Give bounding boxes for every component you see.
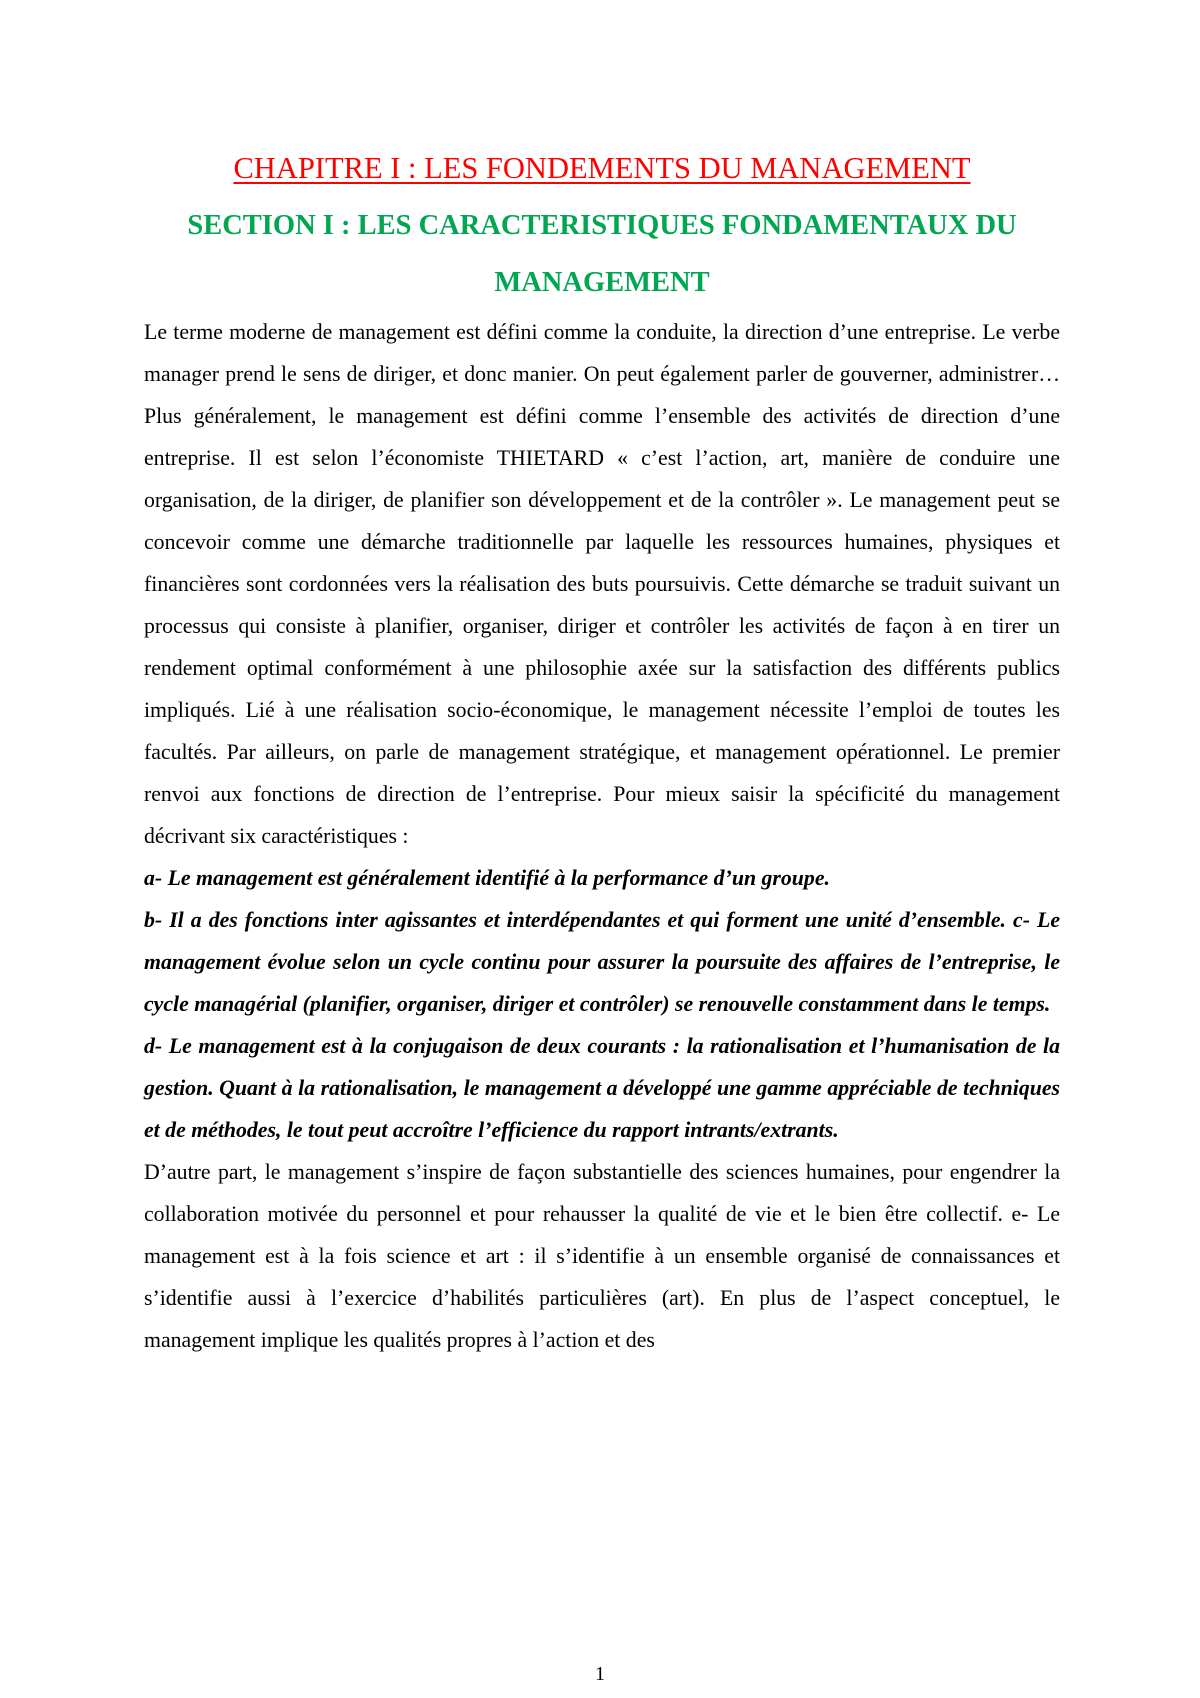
intro-paragraph: Le terme moderne de management est défini comme la conduite, la direction d’une entreprise. Le verbe manager prend le sens de diriger, et donc manier. On peut également parler de gouverner, administrer… Plus généralement, le management est défini comme l’ensemble des activités de direction d’une entreprise. Il est selon l’économiste THIETARD « c’est l’action, art, manière de conduire une organisation, de la diriger, de planifier son développement et de la contrôler ». Le management peut se concevoir comme une démarche traditionnelle par laquelle les ressources humaines, physiques et financières sont cordonnées vers la réalisation des buts poursuivis. Cette démarche se traduit suivant un processus qui consiste à planifier, organiser, diriger et contrôler les activités de façon à en tirer un rendement optimal conformément à une philosophie axée sur la satisfaction des différents publics impliqués. Lié à une réalisation socio-économique, le management nécessite l’emploi de toutes les facultés. Par ailleurs, on parle de management stratégique, et management opérationnel. Le premier renvoi aux fonctions de direction de l’entreprise. Pour mieux saisir la spécificité du management décrivant six caractéristiques : — [144, 320, 1060, 848]
page-number: 1 — [595, 1663, 605, 1685]
characteristic-b-c: b- Il a des fonctions inter agissantes et interdépendantes et qui forment une unité d’ensemble. c- Le management évolue selon un cycle continu pour assurer la poursuite des affaires de l’entreprise, le cycle managérial (planifier, organiser, diriger et contrôler) se renouvelle constamment dans le temps. — [144, 908, 1060, 1016]
characteristic-d: d- Le management est à la conjugaison de deux courants : la rationalisation et l’humanisation de la gestion. Quant à la rationalisation, le management a développé une gamme appréciable de techniques et de méthodes, le tout peut accroître l’efficience du rapport intrants/extrants. — [144, 1034, 1060, 1142]
characteristic-a: a- Le management est généralement identifié à la performance d’un groupe. — [144, 866, 830, 890]
document-page — [144, 0, 1060, 1698]
continuation-paragraph: D’autre part, le management s’inspire de façon substantielle des sciences humaines, pour engendrer la collaboration motivée du personnel et pour rehausser la qualité de vie et le bien être collectif. e- Le management est à la fois science et art : il s’identifie à un ensemble organisé de connaissances et s’identifie aussi à l’exercice d’habilités particulières (art). En plus de l’aspect conceptuel, le management implique les qualités propres à l’action et des — [144, 1160, 1060, 1352]
chapter-title: CHAPITRE I : LES FONDEMENTS DU MANAGEMENT — [233, 151, 971, 185]
section-title: SECTION I : LES CARACTERISTIQUES FONDAMENTAUX DU MANAGEMENT — [187, 210, 1017, 298]
